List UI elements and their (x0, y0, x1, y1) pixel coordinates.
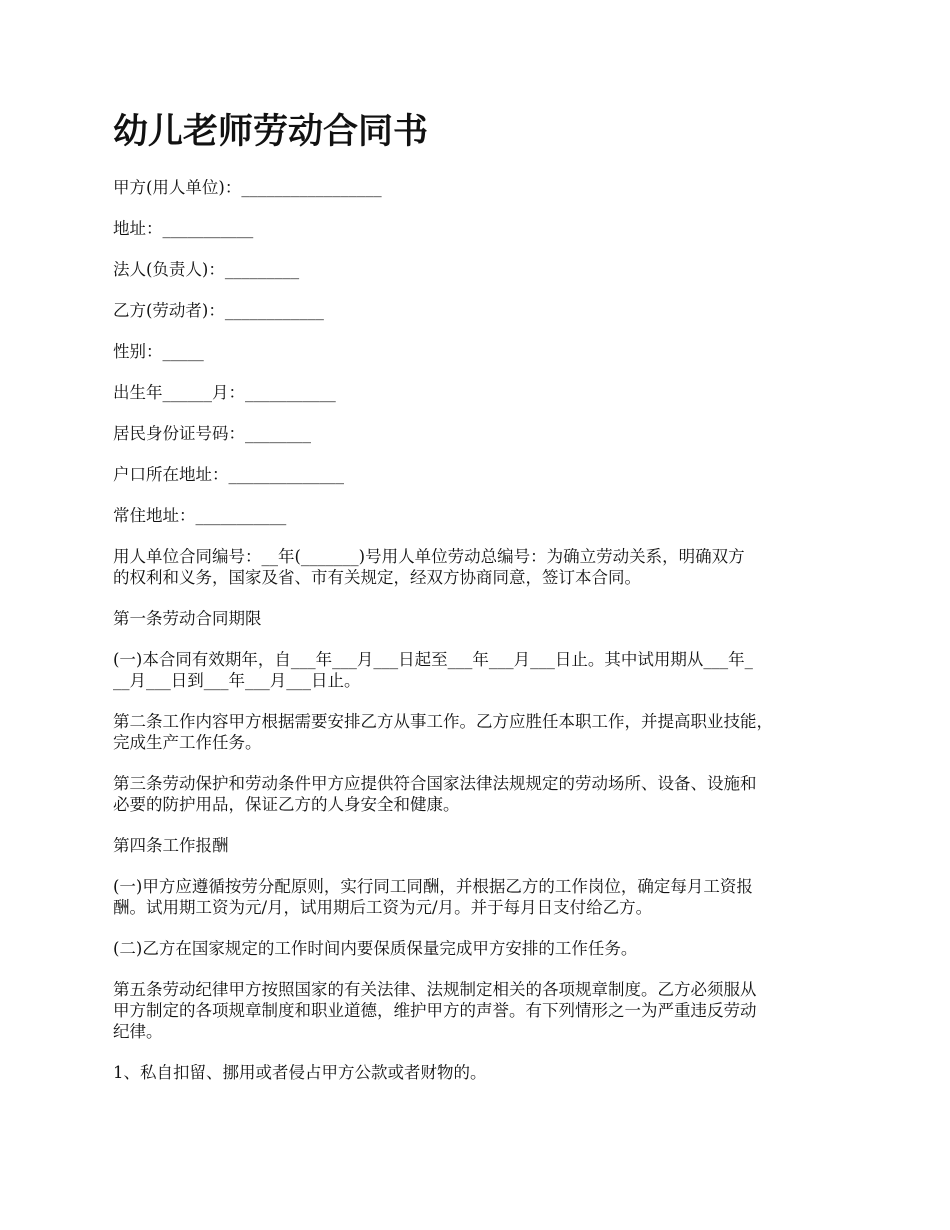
legal-rep-field: 法人(负责人)：_________ (113, 260, 300, 279)
gender-field: 性别：_____ (113, 342, 204, 361)
contract-intro-paragraph: 用人单位合同编号：__年(_______)号用人单位劳动总编号：为确立劳动关系，明确双方 的权利和义务，国家及省、市有关规定，经双方协商同意，签订本合同。 (113, 547, 745, 587)
article-4-clause-2: (二)乙方在国家规定的工作时间内要保质保量完成甲方安排的工作任务。 (113, 939, 638, 958)
article-3-paragraph: 第三条劳动保护和劳动条件甲方应提供符合国家法律法规规定的劳动场所、设备、设施和 必要的防护用品，保证乙方的人身安全和健康。 (113, 774, 757, 814)
household-address-field: 户口所在地址：______________ (113, 465, 344, 484)
party-b-field: 乙方(劳动者)：____________ (113, 301, 324, 320)
party-a-field: 甲方(用人单位)：_________________ (113, 178, 382, 197)
article-5-paragraph: 第五条劳动纪律甲方按照国家的有关法律、法规制定相关的各项规章制度。乙方必须服从 甲方制定的各项规章制度和职业道德，维护甲方的声誉。有下列情形之一为严重违反劳动 纪律。 (113, 980, 757, 1041)
id-number-field: 居民身份证号码：________ (113, 424, 311, 443)
article-2-paragraph: 第二条工作内容甲方根据需要安排乙方从事工作。乙方应胜任本职工作，并提高职业技能， 完成生产工作任务。 (113, 712, 773, 752)
article-1-clause-1: (一)本合同有效期年，自___年___月___日起至___年___月___日止。其中试用期从___年_ __月___日到___年___月___日止。 (113, 650, 753, 690)
address-field: 地址：___________ (113, 219, 254, 238)
residence-address-field: 常住地址：___________ (113, 506, 287, 525)
contract-body (113, 546, 838, 1083)
document-title: 幼儿老师劳动合同书 (113, 112, 429, 152)
article-4-heading: 第四条工作报酬 (113, 836, 229, 855)
article-1-heading: 第一条劳动合同期限 (113, 609, 262, 628)
article-5-item-1: 1、私自扣留、挪用或者侵占甲方公款或者财物的。 (113, 1063, 487, 1082)
birth-date-field: 出生年______月：___________ (113, 383, 336, 402)
article-4-clause-1: (一)甲方应遵循按劳分配原则，实行同工同酬，并根据乙方的工作岗位，确定每月工资报 酬。试用期工资为元/月，试用期后工资为元/月。并于每月日支付给乙方。 (113, 877, 753, 917)
party-info-section (113, 177, 838, 526)
